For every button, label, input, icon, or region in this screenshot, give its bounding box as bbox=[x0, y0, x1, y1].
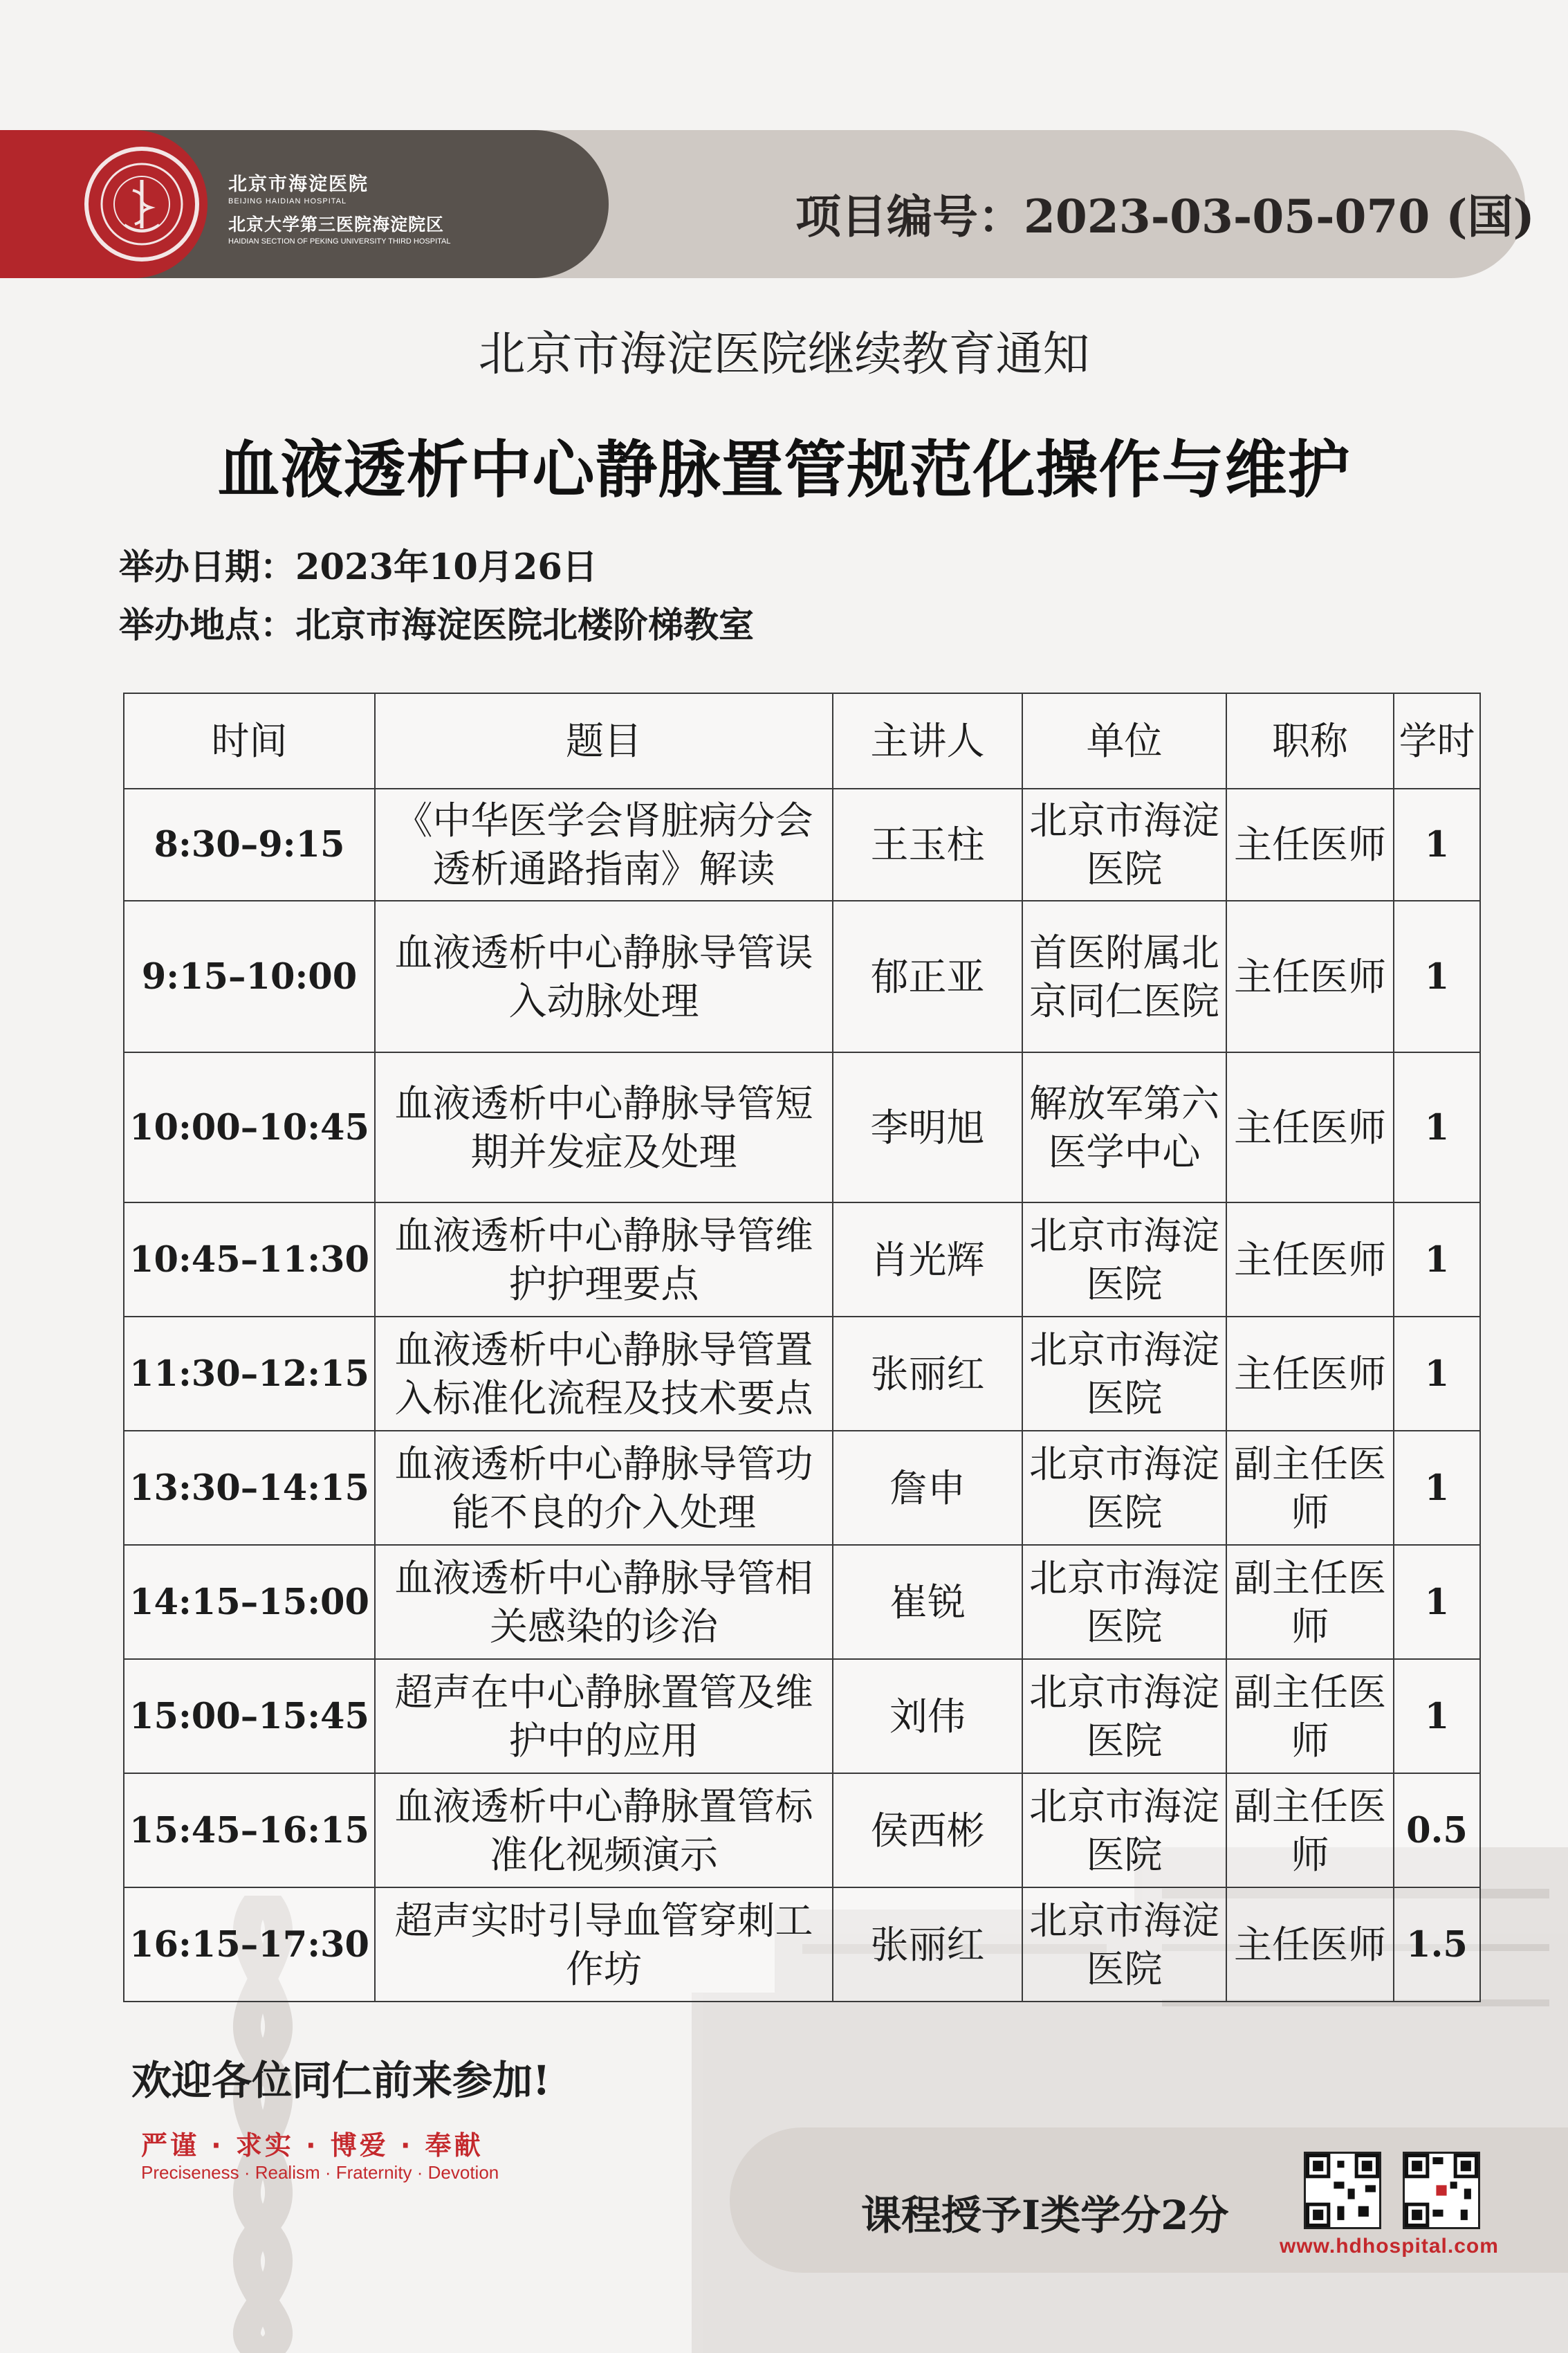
cell-speaker: 詹申 bbox=[833, 1431, 1022, 1545]
cell-unit: 北京市海淀医院 bbox=[1022, 1887, 1226, 2002]
cell-title: 副主任医师 bbox=[1226, 1545, 1394, 1659]
event-date: 举办日期：2023年10月26日 bbox=[119, 547, 598, 588]
event-location: 举办地点：北京市海淀医院北楼阶梯教室 bbox=[119, 605, 755, 646]
cell-unit: 首医附属北京同仁医院 bbox=[1022, 901, 1226, 1052]
header-time: 时间 bbox=[124, 693, 375, 789]
cell-hours: 1.5 bbox=[1394, 1887, 1480, 2002]
header-topic: 题目 bbox=[375, 693, 833, 789]
cell-topic: 血液透析中心静脉导管维护护理要点 bbox=[375, 1202, 833, 1317]
cell-unit: 北京市海淀医院 bbox=[1022, 1773, 1226, 1887]
cell-title: 副主任医师 bbox=[1226, 1659, 1394, 1773]
hospital-names bbox=[228, 169, 451, 246]
table-row bbox=[124, 1052, 1480, 1202]
header-title: 职称 bbox=[1226, 693, 1394, 789]
table-row bbox=[124, 1773, 1480, 1887]
cell-speaker: 肖光辉 bbox=[833, 1202, 1022, 1317]
hospital-name-cn: 北京市海淀医院 bbox=[228, 174, 369, 195]
cell-hours: 1 bbox=[1394, 1545, 1480, 1659]
cell-speaker: 张丽红 bbox=[833, 1887, 1022, 2002]
cell-topic: 血液透析中心静脉导管相关感染的诊治 bbox=[375, 1545, 833, 1659]
qr-code-icon[interactable] bbox=[1304, 2152, 1381, 2229]
cell-hours: 1 bbox=[1394, 1317, 1480, 1431]
cell-topic: 《中华医学会肾脏病分会透析通路指南》解读 bbox=[375, 789, 833, 901]
cell-topic: 血液透析中心静脉置管标准化视频演示 bbox=[375, 1773, 833, 1887]
cell-time: 15:00–15:45 bbox=[124, 1659, 375, 1773]
cell-title: 副主任医师 bbox=[1226, 1431, 1394, 1545]
cell-topic: 血液透析中心静脉导管置入标准化流程及技术要点 bbox=[375, 1317, 833, 1431]
cell-topic: 血液透析中心静脉导管功能不良的介入处理 bbox=[375, 1431, 833, 1545]
cell-hours: 1 bbox=[1394, 1202, 1480, 1317]
cell-speaker: 张丽红 bbox=[833, 1317, 1022, 1431]
cell-time: 13:30–14:15 bbox=[124, 1431, 375, 1545]
website-link[interactable]: www.hdhospital.com bbox=[1280, 2235, 1499, 2258]
table-row bbox=[124, 1545, 1480, 1659]
cell-hours: 1 bbox=[1394, 901, 1480, 1052]
cell-speaker: 刘伟 bbox=[833, 1659, 1022, 1773]
qr-code-icon[interactable] bbox=[1403, 2152, 1480, 2229]
credit-text: 课程授予I类学分2分 bbox=[861, 2192, 1229, 2239]
cell-topic: 超声实时引导血管穿刺工作坊 bbox=[375, 1887, 833, 2002]
cell-speaker: 崔锐 bbox=[833, 1545, 1022, 1659]
cell-time: 14:15–15:00 bbox=[124, 1545, 375, 1659]
table-row bbox=[124, 1887, 1480, 2002]
section-name-en: HAIDIAN SECTION OF PEKING UNIVERSITY THIRD HOSPITAL bbox=[228, 237, 451, 246]
cell-unit: 北京市海淀医院 bbox=[1022, 1659, 1226, 1773]
cell-topic: 超声在中心静脉置管及维护中的应用 bbox=[375, 1659, 833, 1773]
welcome-text: 欢迎各位同仁前来参加! bbox=[131, 2057, 551, 2104]
cell-time: 10:00–10:45 bbox=[124, 1052, 375, 1202]
cell-title: 主任医师 bbox=[1226, 901, 1394, 1052]
section-name-cn: 北京大学第三医院海淀院区 bbox=[228, 214, 445, 235]
cell-hours: 1 bbox=[1394, 1659, 1480, 1773]
notice-title: 北京市海淀医院继续教育通知 bbox=[478, 327, 1090, 382]
cell-time: 16:15–17:30 bbox=[124, 1887, 375, 2002]
cell-time: 15:45–16:15 bbox=[124, 1773, 375, 1887]
motto-en: Preciseness · Realism · Fraternity · Devotion bbox=[141, 2162, 499, 2183]
cell-unit: 北京市海淀医院 bbox=[1022, 1202, 1226, 1317]
table-row bbox=[124, 789, 1480, 901]
cell-unit: 北京市海淀医院 bbox=[1022, 789, 1226, 901]
cell-hours: 1 bbox=[1394, 1431, 1480, 1545]
motto-cn: 严谨 · 求实 · 博爱 · 奉献 bbox=[141, 2130, 483, 2161]
table-row bbox=[124, 1659, 1480, 1773]
hospital-logo-icon bbox=[84, 147, 199, 262]
main-title: 血液透析中心静脉置管规范化操作与维护 bbox=[217, 433, 1351, 506]
cell-time: 10:45–11:30 bbox=[124, 1202, 375, 1317]
cell-speaker: 侯西彬 bbox=[833, 1773, 1022, 1887]
cell-speaker: 李明旭 bbox=[833, 1052, 1022, 1202]
cell-hours: 1 bbox=[1394, 789, 1480, 901]
cell-time: 8:30–9:15 bbox=[124, 789, 375, 901]
cell-hours: 1 bbox=[1394, 1052, 1480, 1202]
cell-speaker: 王玉柱 bbox=[833, 789, 1022, 901]
cell-title: 主任医师 bbox=[1226, 1317, 1394, 1431]
cell-title: 主任医师 bbox=[1226, 1887, 1394, 2002]
table-row bbox=[124, 1431, 1480, 1545]
cell-title: 主任医师 bbox=[1226, 789, 1394, 901]
table-header-row bbox=[124, 693, 1480, 789]
schedule-table bbox=[123, 693, 1481, 2002]
cell-topic: 血液透析中心静脉导管误入动脉处理 bbox=[375, 901, 833, 1052]
cell-speaker: 郁正亚 bbox=[833, 901, 1022, 1052]
hospital-name-en: BEIJING HAIDIAN HOSPITAL bbox=[228, 197, 347, 205]
cell-unit: 北京市海淀医院 bbox=[1022, 1431, 1226, 1545]
cell-time: 11:30–12:15 bbox=[124, 1317, 375, 1431]
header-unit: 单位 bbox=[1022, 693, 1226, 789]
header-hours: 学时 bbox=[1394, 693, 1480, 789]
table-row bbox=[124, 901, 1480, 1052]
cell-title: 主任医师 bbox=[1226, 1052, 1394, 1202]
cell-title: 主任医师 bbox=[1226, 1202, 1394, 1317]
cell-topic: 血液透析中心静脉导管短期并发症及处理 bbox=[375, 1052, 833, 1202]
table-row bbox=[124, 1202, 1480, 1317]
cell-unit: 北京市海淀医院 bbox=[1022, 1545, 1226, 1659]
header-bar bbox=[0, 130, 1568, 278]
cell-title: 副主任医师 bbox=[1226, 1773, 1394, 1887]
cell-unit: 解放军第六医学中心 bbox=[1022, 1052, 1226, 1202]
table-row bbox=[124, 1317, 1480, 1431]
project-number: 项目编号：2023-03-05-070 (国) bbox=[795, 190, 1535, 244]
cell-hours: 0.5 bbox=[1394, 1773, 1480, 1887]
cell-time: 9:15–10:00 bbox=[124, 901, 375, 1052]
cell-unit: 北京市海淀医院 bbox=[1022, 1317, 1226, 1431]
header-speaker: 主讲人 bbox=[833, 693, 1022, 789]
